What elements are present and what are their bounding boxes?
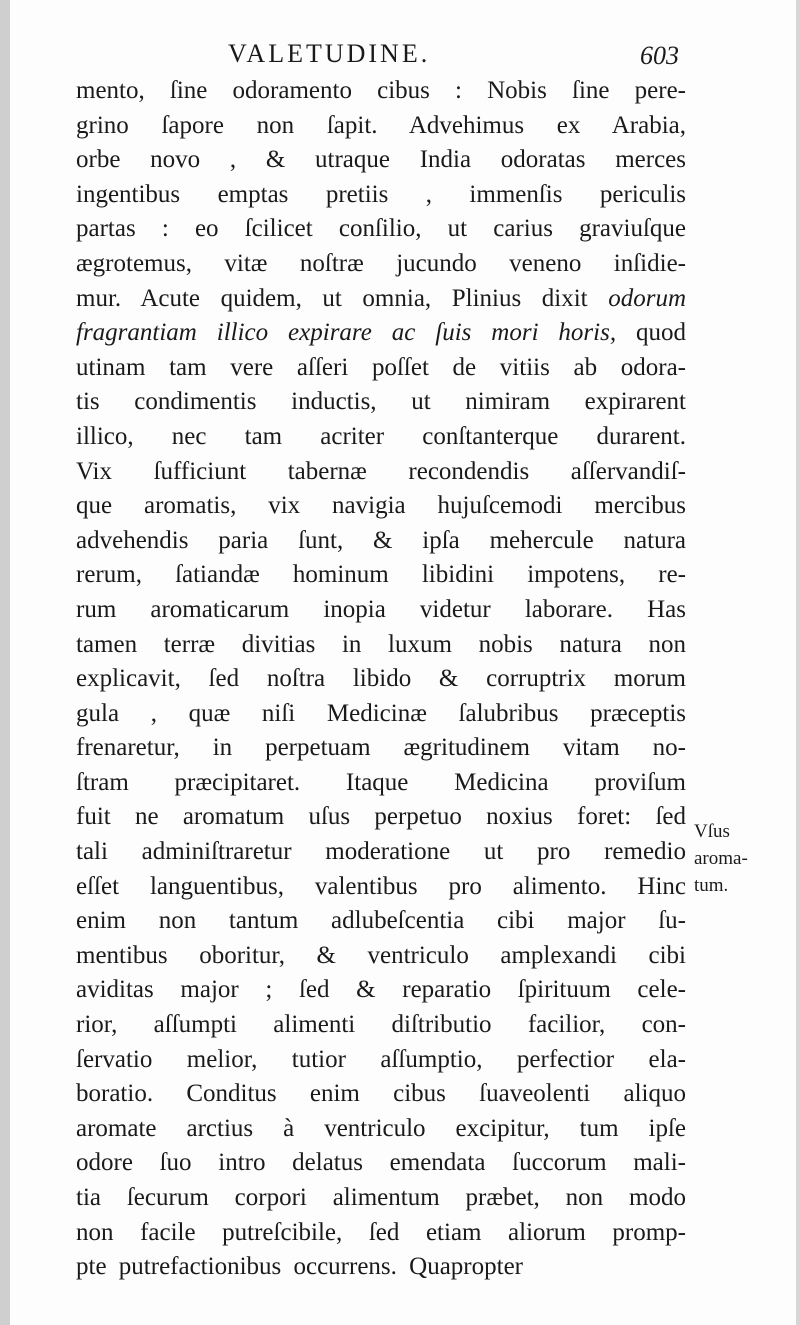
- line-roman-part: quod: [616, 319, 687, 347]
- text-line: que aromatis, vix navigia hujuſcemodi mercibus: [76, 492, 686, 520]
- quotation-italic: fragrantiam illico expirare ac ſuis mori horis,: [76, 319, 617, 347]
- marginal-note: [694, 818, 766, 899]
- text-line: ingentibus emptas pretiis , immenſis periculis: [76, 180, 686, 208]
- line-roman-part: mur. Acute quidem, ut omnia, Plinius dixit: [76, 284, 588, 312]
- text-line: odore ſuo intro delatus emendata ſuccorum mali-: [76, 1149, 686, 1177]
- text-line: rum aromaticarum inopia videtur laborare. Has: [76, 595, 686, 623]
- text-line: illico, nec tam acriter conſtanterque durarent.: [76, 422, 686, 450]
- text-line: rior, aſſumpti alimenti diſtributio facilior, con-: [76, 1011, 686, 1039]
- text-line: tia ſecurum corpori alimentum præbet, non modo: [76, 1184, 686, 1211]
- text-line: ægrotemus, vitæ noſtræ jucundo veneno inſidie-: [76, 249, 686, 277]
- text-line: pte putrefactionibus occurrens. Quapropter: [76, 1253, 524, 1281]
- marginal-note-line: tum.: [694, 875, 729, 896]
- page-outer-edge: [796, 0, 800, 1325]
- text-line: [76, 282, 686, 317]
- text-line: Vix ſufficiunt tabernæ recondendis aſſervandiſ-: [76, 457, 686, 485]
- text-line: ſtram præcipitaret. Itaque Medicina proviſum: [76, 768, 686, 796]
- marginal-note-line: aroma-: [694, 848, 748, 869]
- quotation-italic: odorum: [608, 284, 687, 312]
- page-number: 603: [640, 41, 679, 70]
- text-line: rerum, ſatiandæ hominum libidini impotens, re-: [76, 561, 686, 589]
- text-line: mento, ſine odoramento cibus : Nobis ſine pere-: [76, 77, 686, 104]
- text-line: aviditas major ; ſed & reparatio ſpirituum cele-: [76, 976, 686, 1004]
- running-title: VALETUDINE.: [228, 39, 431, 68]
- text-line: [76, 316, 686, 351]
- text-line: gula , quæ niſi Medicinæ ſalubribus præceptis: [76, 699, 686, 727]
- page-gutter-edge: [0, 0, 10, 1325]
- text-line: utinam tam vere aſſeri poſſet de vitiis ab odora-: [76, 353, 686, 381]
- text-line: orbe novo , & utraque India odoratas merces: [76, 146, 686, 174]
- text-line: tamen terræ divitias in luxum nobis natura non: [76, 630, 686, 658]
- text-line: eſſet languentibus, valentibus pro alimento. Hinc: [76, 872, 686, 900]
- text-line: mentibus oboritur, & ventriculo amplexandi cibi: [76, 941, 686, 969]
- text-line: explicavit, ſed noſtra libido & corruptrix morum: [76, 665, 686, 693]
- text-line: ſervatio melior, tutior aſſumptio, perfectior ela-: [76, 1045, 686, 1073]
- text-line: enim non tantum adlubeſcentia cibi major ſu-: [76, 907, 686, 935]
- body-text: [76, 74, 686, 1285]
- text-line: tali adminiſtraretur moderatione ut pro remedio: [76, 838, 686, 866]
- text-line: grino ſapore non ſapit. Advehimus ex Arabia,: [76, 111, 686, 139]
- text-line: tis condimentis inductis, ut nimiram expirarent: [76, 388, 686, 416]
- text-line: boratio. Conditus enim cibus ſuaveolenti aliquo: [76, 1080, 686, 1108]
- text-line: aromate arctius à ventriculo excipitur, tum ipſe: [76, 1114, 686, 1142]
- text-line: partas : eo ſcilicet conſilio, ut carius graviuſque: [76, 215, 686, 243]
- text-line: non facile putreſcibile, ſed etiam aliorum promp-: [76, 1218, 686, 1246]
- text-line: advehendis paria ſunt, & ipſa mehercule natura: [76, 526, 686, 554]
- text-line: frenaretur, in perpetuam ægritudinem vitam no-: [76, 734, 686, 762]
- marginal-note-line: Vſus: [694, 821, 730, 842]
- text-line: fuit ne aromatum uſus perpetuo noxius foret: ſed: [76, 803, 686, 831]
